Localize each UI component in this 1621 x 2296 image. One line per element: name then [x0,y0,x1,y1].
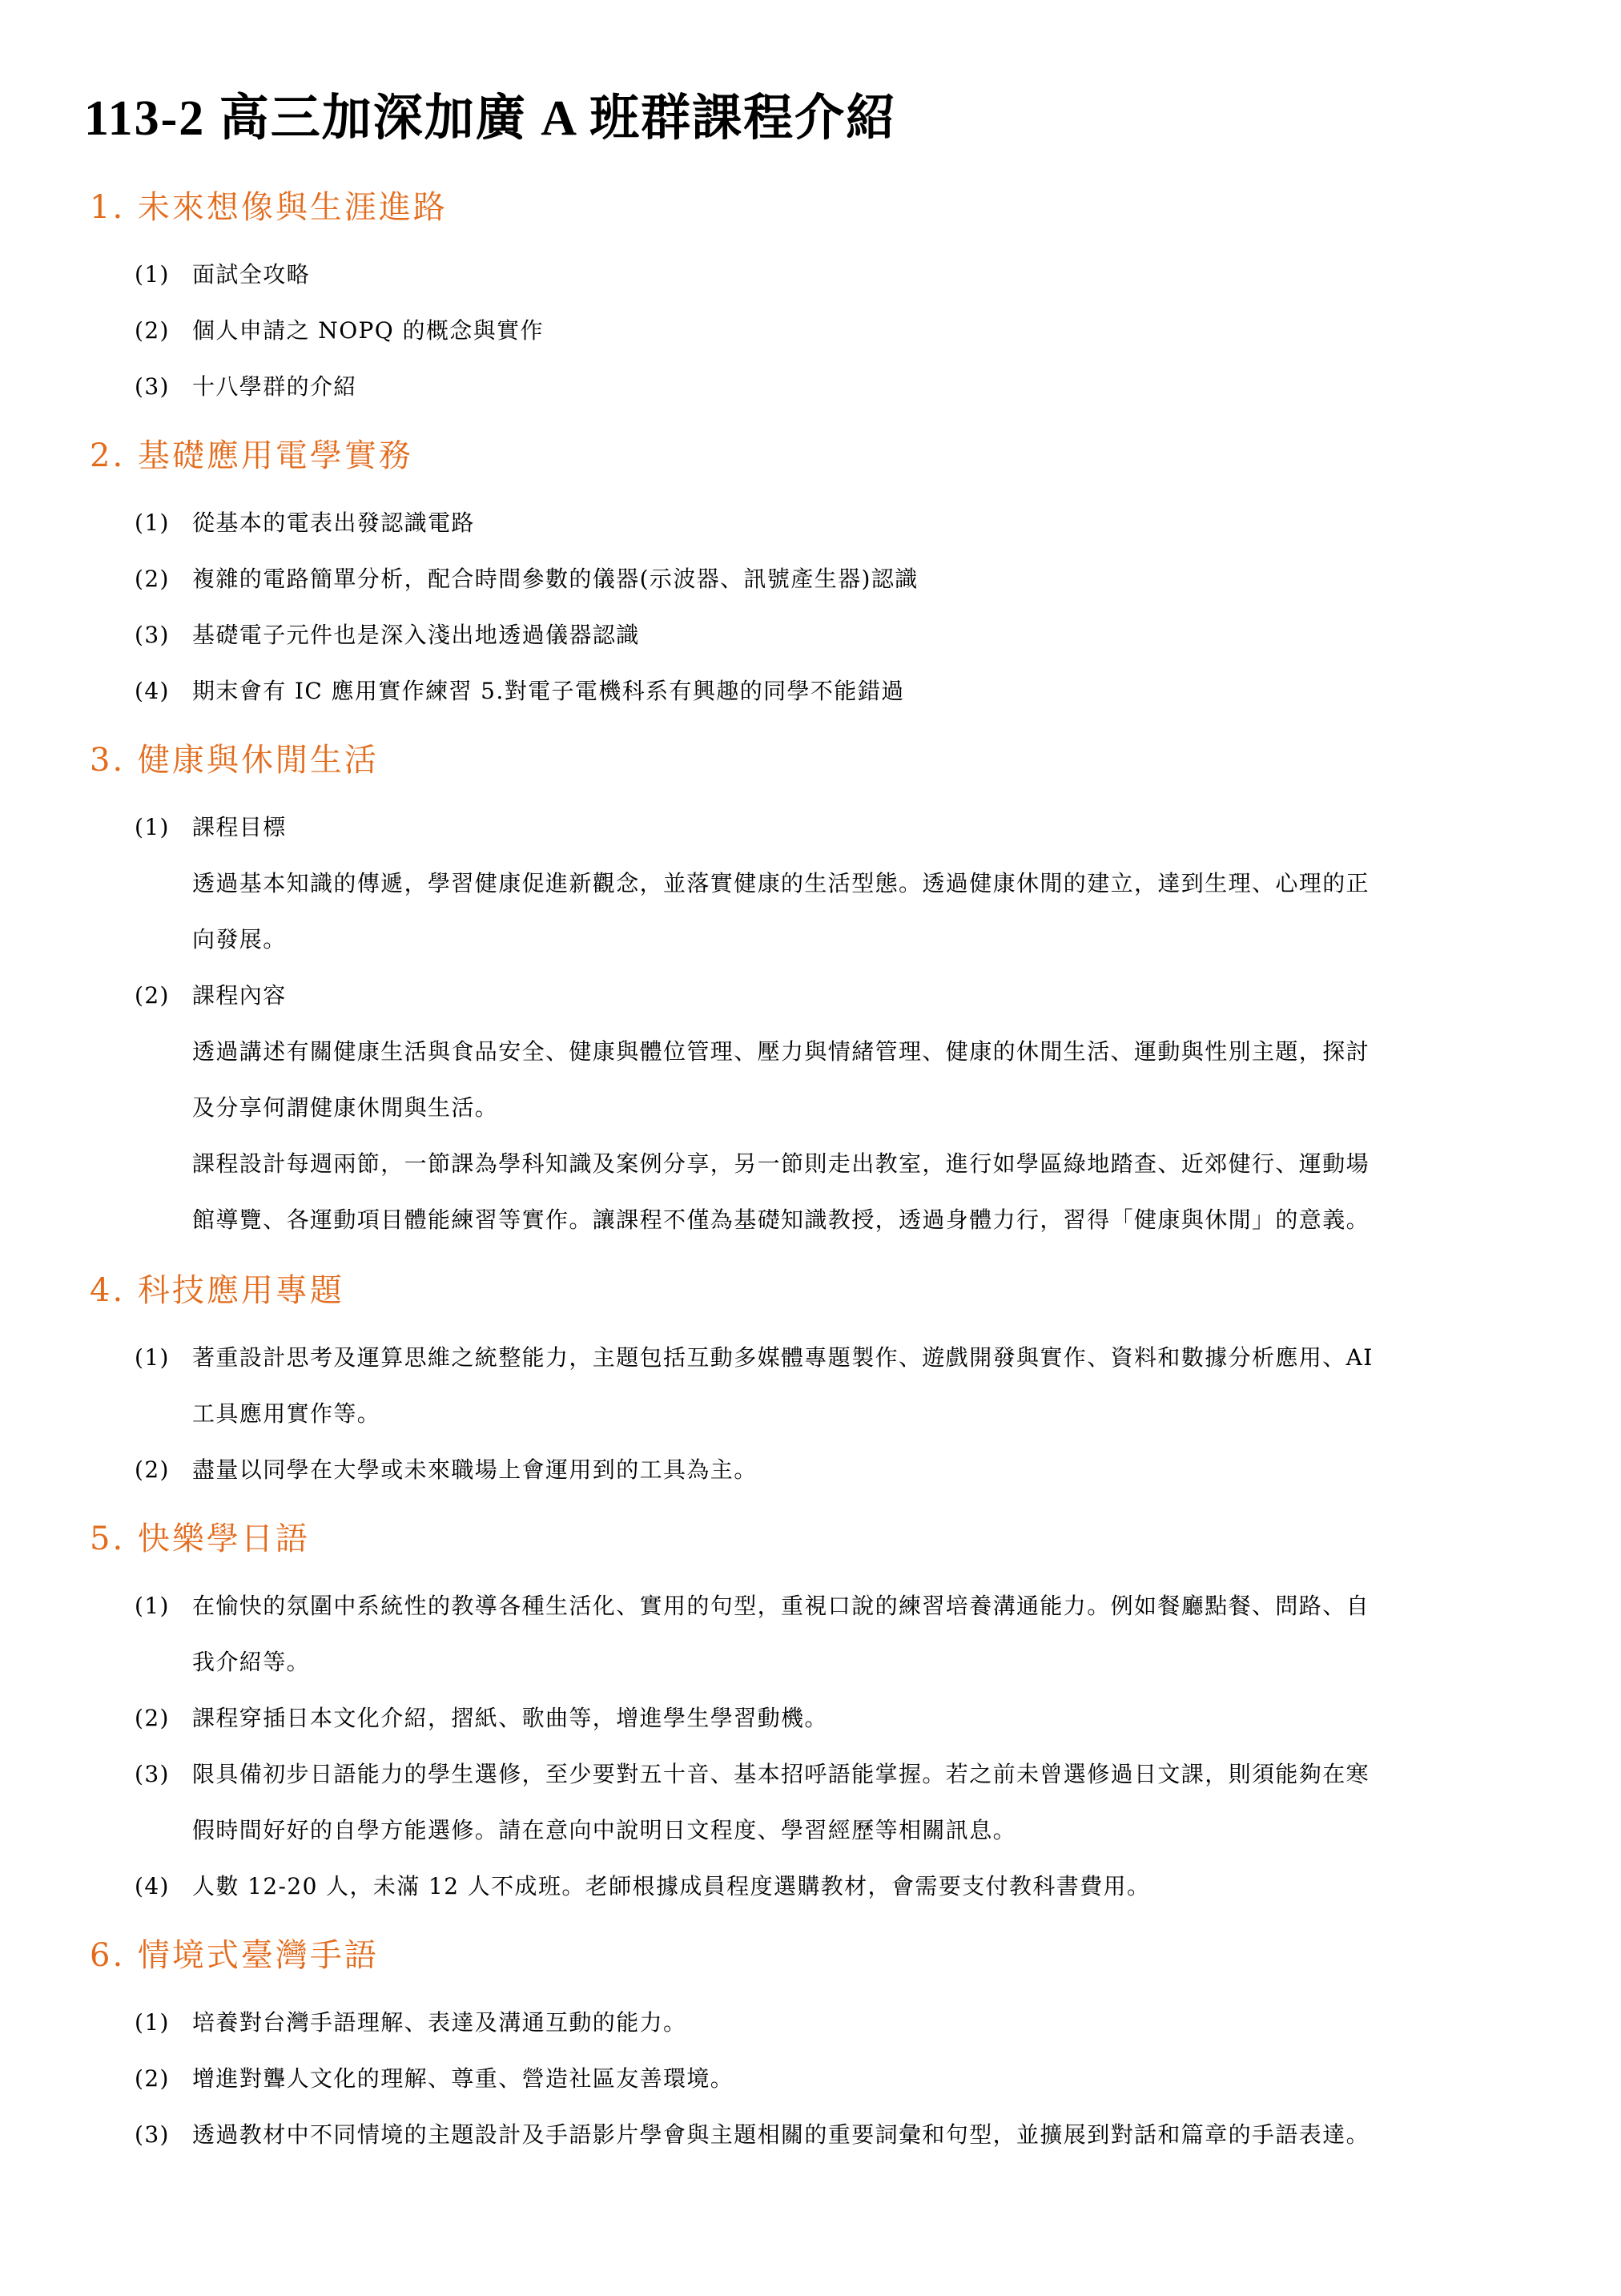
item-text: 基礎電子元件也是深入淺出地透過儀器認識 [192,622,640,648]
section-title: 健康與休閒生活 [137,742,379,779]
paragraph-line: 工具應用實作等。 [192,1400,381,1427]
section-heading [90,433,413,478]
section-heading [90,1933,379,1978]
item-number: (1) [135,1593,170,1619]
item-number: (3) [135,2121,170,2148]
item-text: 課程目標 [192,814,287,840]
item-number: (2) [135,566,170,592]
section-heading [90,1517,310,1561]
item-text: 複雜的電路簡單分析，配合時間參數的儀器(示波器、訊號產生器)認識 [192,566,919,592]
item-text: 在愉快的氛圍中系統性的教導各種生活化、實用的句型，重視口說的練習培養溝通能力。例如餐廳點餐、問路、自 [192,1593,1370,1619]
item-number: (2) [135,1456,170,1483]
paragraph-line: 向發展。 [192,926,287,953]
paragraph-line: 假時間好好的自學方能選修。請在意向中說明日文程度、學習經歷等相關訊息。 [192,1817,1017,1843]
section-number: 2. [90,437,126,474]
item-text: 從基本的電表出發認識電路 [192,510,475,536]
item-text: 個人申請之 NOPQ 的概念與實作 [192,317,544,344]
item-number: (1) [135,1344,170,1371]
paragraph-line: 透過講述有關健康生活與食品安全、健康與體位管理、壓力與情緒管理、健康的休閒生活、運動與性別主題，探討 [192,1038,1370,1065]
item-text: 透過教材中不同情境的主題設計及手語影片學會與主題相關的重要詞彙和句型，並擴展到對話和篇章的手語表達。 [192,2121,1370,2148]
item-number: (1) [135,814,170,840]
section-title: 基礎應用電學實務 [137,437,413,474]
item-text: 著重設計思考及運算思維之統整能力，主題包括互動多媒體專題製作、遊戲開發與實作、資料和數據分析應用、AI [192,1344,1374,1371]
item-number: (2) [135,317,170,344]
page-title: 113-2 高三加深加廣 A 班群課程介紹 [84,91,898,146]
item-number: (3) [135,373,170,400]
section-number: 4. [90,1272,126,1309]
section-number: 1. [90,189,126,226]
item-text: 課程穿插日本文化介紹，摺紙、歌曲等，增進學生學習動機。 [192,1705,828,1731]
item-text: 課程內容 [192,982,287,1009]
item-number: (2) [135,982,170,1009]
section-number: 5. [90,1521,126,1557]
item-number: (2) [135,1705,170,1731]
paragraph-line: 我介紹等。 [192,1649,311,1675]
section-title: 快樂學日語 [137,1521,310,1557]
paragraph-line: 及分享何謂健康休閒與生活。 [192,1094,499,1121]
section-title: 科技應用專題 [137,1272,344,1309]
section-heading [90,1268,344,1313]
paragraph-line: 課程設計每週兩節，一節課為學科知識及案例分享，另一節則走出教室，進行如學區綠地踏查、近郊健行、運動場 [192,1150,1370,1177]
item-text: 增進對聾人文化的理解、尊重、營造社區友善環境。 [192,2065,734,2092]
paragraph-line: 透過基本知識的傳遞，學習健康促進新觀念，並落實健康的生活型態。透過健康休閒的建立，達到生理、心理的正 [192,870,1370,896]
item-number: (2) [135,2065,170,2092]
section-heading [90,185,448,230]
item-text: 十八學群的介紹 [192,373,357,400]
section-number: 3. [90,742,126,779]
section-heading [90,738,379,783]
item-text: 期末會有 IC 應用實作練習 5.對電子電機科系有興趣的同學不能錯過 [192,678,905,704]
item-text: 盡量以同學在大學或未來職場上會運用到的工具為主。 [192,1456,758,1483]
item-text: 人數 12-20 人，未滿 12 人不成班。老師根據成員程度選購教材，會需要支付教科書費用。 [192,1873,1151,1899]
item-number: (3) [135,1761,170,1787]
item-text: 面試全攻略 [192,261,311,288]
paragraph-line: 館導覽、各運動項目體能練習等實作。讓課程不僅為基礎知識教授，透過身體力行，習得「健康與休閒」的意義。 [192,1206,1370,1233]
section-title: 未來想像與生涯進路 [137,189,448,226]
item-number: (1) [135,510,170,536]
item-text: 培養對台灣手語理解、表達及溝通互動的能力。 [192,2009,687,2036]
item-number: (4) [135,1873,170,1899]
section-number: 6. [90,1937,126,1974]
section-title: 情境式臺灣手語 [137,1937,379,1974]
item-number: (1) [135,2009,170,2036]
item-number: (3) [135,622,170,648]
item-number: (1) [135,261,170,288]
item-number: (4) [135,678,170,704]
item-text: 限具備初步日語能力的學生選修，至少要對五十音、基本招呼語能掌握。若之前未曾選修過日文課，則須能夠在寒 [192,1761,1370,1787]
